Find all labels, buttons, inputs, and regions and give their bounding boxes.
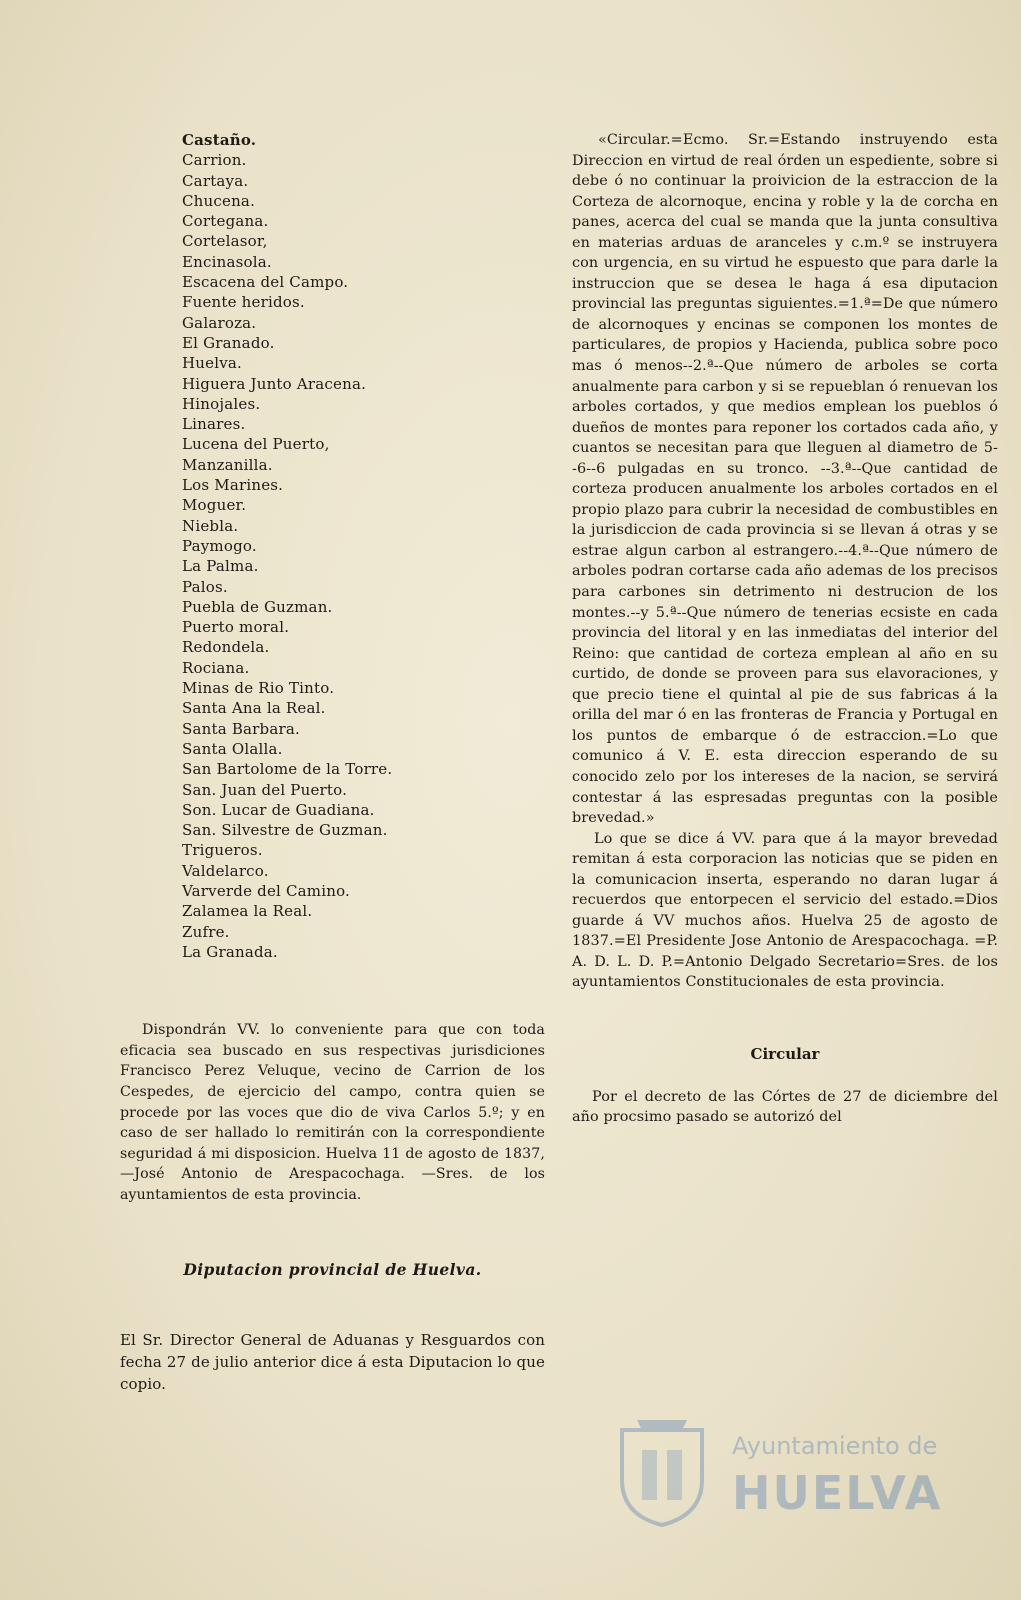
- watermark-city: HUELVA: [732, 1466, 943, 1520]
- town-list-item: Galaroza.: [182, 313, 257, 332]
- right-paragraph-3: Por el decreto de las Córtes de 27 de diciembre del año procsimo pasado se autorizó del: [572, 1088, 998, 1126]
- town-list-item: Moguer.: [182, 496, 247, 515]
- circular-heading: Circular: [750, 1044, 820, 1063]
- town-list-item: Manzanilla.: [182, 455, 273, 474]
- town-list-item: Santa Barbara.: [182, 719, 300, 738]
- town-list: [182, 130, 545, 962]
- town-list-item: Palos.: [182, 577, 228, 596]
- town-list-item: Los Marines.: [182, 476, 284, 495]
- coat-of-arms-icon: [612, 1410, 712, 1530]
- town-list-item: Santa Olalla.: [182, 739, 283, 758]
- left-paragraph-2: El Sr. Director General de Aduanas y Resguardos con fecha 27 de julio anterior dice á esta Diputacion lo que copio.: [120, 1330, 545, 1393]
- archive-watermark: [612, 1410, 943, 1540]
- town-list-item: Valdelarco.: [182, 861, 269, 880]
- town-list-item: San. Silvestre de Guzman.: [182, 821, 388, 840]
- town-list-item: Fuente heridos.: [182, 293, 305, 312]
- town-list-item: Hinojales.: [182, 394, 261, 413]
- town-list-item: Huelva.: [182, 354, 243, 373]
- section-heading: Diputacion provincial de Huelva.: [183, 1259, 482, 1279]
- town-list-item: Redondela.: [182, 638, 270, 657]
- town-list-item: Cortelasor,: [182, 232, 268, 251]
- town-list-item: Santa Ana la Real.: [182, 699, 326, 718]
- town-list-item: Trigueros.: [182, 841, 263, 860]
- town-list-item: Paymogo.: [182, 536, 257, 555]
- town-list-item: Varverde del Camino.: [182, 881, 351, 900]
- town-list-item: Cortegana.: [182, 212, 269, 231]
- town-list-item: Linares.: [182, 415, 246, 434]
- town-list-item: Cartaya.: [182, 171, 249, 190]
- town-list-item: Encinasola.: [182, 252, 272, 271]
- town-list-item: Lucena del Puerto,: [182, 435, 330, 454]
- town-list-item: El Granado.: [182, 333, 275, 352]
- town-list-item: La Granada.: [182, 942, 278, 961]
- town-list-item: Chucena.: [182, 191, 256, 210]
- town-list-item: Son. Lucar de Guadiana.: [182, 800, 375, 819]
- town-list-item: Minas de Rio Tinto.: [182, 679, 335, 698]
- town-list-item: Castaño.: [182, 131, 257, 149]
- left-column: [120, 130, 545, 1395]
- town-list-item: Higuera Junto Aracena.: [182, 374, 367, 393]
- town-list-item: Puerto moral.: [182, 618, 290, 637]
- town-list-item: Zufre.: [182, 922, 230, 941]
- town-list-item: Rociana.: [182, 658, 250, 677]
- town-list-item: Zalamea la Real.: [182, 902, 313, 921]
- town-list-item: Niebla.: [182, 516, 239, 535]
- town-list-item: San. Juan del Puerto.: [182, 780, 348, 799]
- town-list-item: Escacena del Campo.: [182, 273, 349, 292]
- watermark-text: Ayuntamiento de: [732, 1432, 938, 1460]
- town-list-item: La Palma.: [182, 557, 259, 576]
- circular-paragraph: «Circular.=Ecmo. Sr.=Estando instruyendo esta Direccion en virtud de real órden un espediente, sobre si debe ó no continuar la proivicion de la estraccion de la Corteza de alcornoque, encina y roble y la de corcha en panes, acerca del cual se manda que la junta consultiva en materias arduas de aranceles y c.m.º se instruyera con urgencia, en su virtud he espuesto que para darle la instruccion que se desea le haga á esa diputacion provincial las preguntas siguientes.=1.ª=De que número de alcornoques y encinas se componen los montes de particulares, de propios y Hacienda, publica sobre poco mas ó menos--2.ª--Que número de arboles se corta anualmente para carbon y si se repueblan ó renuevan los arboles cortados, y que medios emplean los pueblos ó dueños de montes para reponer los cortados cada año, y cuantos se necesitan para que lleguen al diametro de 5--6--6 pulgadas en su tronco. --3.ª--Que cantidad de corteza producen anualmente los arboles cortados en el propio plazo para cubrir la necesidad de combustibles en la jurisdiccion de cada provincia si se llevan á otras y se estrae algun carbon al estrangero.--4.ª--Que número de arboles podran cortarse cada año ademas de los precisos para carbones sin detrimento ni destrucion de los montes.--y 5.ª--Que número de tenerias ecsiste en cada provincia del litoral y en las inmediatas del interior del Reino: que cantidad de corteza emplean al año en su curtido, de donde se proveen para sus elavoraciones, y que precio tiene el quintal al pie de sus fabricas á la orilla del mar ó en las fronteras de Francia y Portugal en los puntos de embarque ó de estraccion.=Lo que comunico á V. E. esta direccion esperando de su conocido zelo por los intereses de la nacion, se servirá contestar á las espresadas preguntas con la posible brevedad.»: [572, 132, 998, 827]
- right-paragraph-2: Lo que se dice á VV. para que á la mayor brevedad remitan á esta corporacion las noticias que se piden en la comunicacion inserta, esperando no daran lugar á recuerdos que entorpecen el servicio del estado.=Dios guarde á VV muchos años. Huelva 25 de agosto de 1837.=El Presidente Jose Antonio de Arespacochaga. =P. A. D. L. D. P.=Antonio Delgado Secretario=Sres. de los ayuntamientos Constitucionales de esta provincia.: [572, 830, 998, 991]
- town-list-item: Carrion.: [182, 151, 247, 170]
- left-paragraph: Dispondrán VV. lo conveniente para que con toda eficacia sea buscado en sus respectivas jurisdiciones Francisco Perez Veluque, vecino de Carrion de los Cespedes, de ejercicio del campo, contra quien se procede por las voces que dio de viva Carlos 5.º; y en caso de ser hallado lo remitirán con la correspondiente seguridad á mi disposicion. Huelva 11 de agosto de 1837,—José Antonio de Arespacochaga. —Sres. de los ayuntamientos de esta provincia.: [120, 1022, 545, 1203]
- town-list-item: Puebla de Guzman.: [182, 597, 333, 616]
- right-column: [572, 130, 998, 1128]
- town-list-item: San Bartolome de la Torre.: [182, 760, 393, 779]
